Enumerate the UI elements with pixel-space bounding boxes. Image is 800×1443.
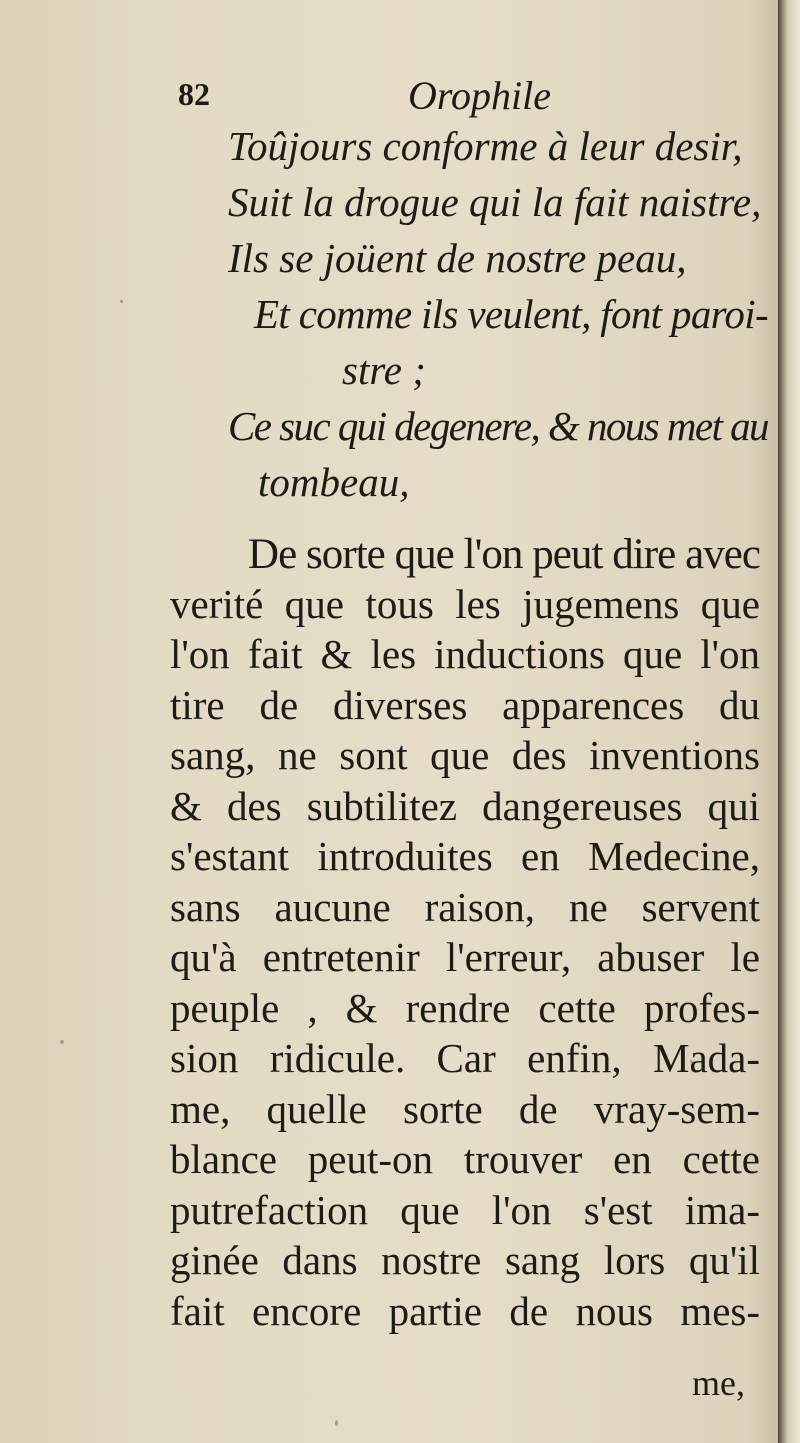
- prose-line: peuple , & rendre cette profes-: [170, 985, 760, 1031]
- catchword: me,: [692, 1363, 745, 1403]
- verse-line: Toûjours conforme à leur desir,: [228, 123, 743, 169]
- prose-line: fait encore partie de nous mes-: [170, 1288, 760, 1334]
- prose-line: ginée dans nostre sang lors qu'il: [170, 1237, 760, 1283]
- verse-line: stre ;: [342, 347, 426, 393]
- verse-line: Suit la drogue qui la fait naistre,: [228, 179, 762, 225]
- prose-line: sion ridicule. Car enfin, Mada-: [170, 1035, 760, 1081]
- running-title: Orophile: [408, 73, 551, 118]
- prose-line: l'on fait & les inductions que l'on: [170, 631, 760, 677]
- prose-line: blance peut-on trouver en cette: [170, 1136, 760, 1182]
- prose-line: sans aucune raison, ne servent: [170, 884, 760, 930]
- prose-line: tire de diverses apparences du: [170, 682, 760, 728]
- prose-line: s'estant introduites en Medecine,: [170, 833, 760, 879]
- verse-line: tombeau,: [258, 459, 410, 505]
- prose-line: De sorte que l'on peut dire avec: [248, 531, 760, 578]
- verse-line: Ils se joüent de nostre peau,: [228, 235, 687, 281]
- prose-line: verité que tous les jugemens que: [170, 581, 760, 627]
- verse-line: Et comme ils veulent, font paroi-: [254, 291, 768, 337]
- prose-line: qu'à entretenir l'erreur, abuser le: [170, 934, 760, 980]
- verse-line: Ce suc qui degenere, & nous met au: [228, 403, 768, 449]
- prose-line: & des subtilitez dangereuses qui: [170, 783, 760, 829]
- prose-line: me, quelle sorte de vray-sem-: [170, 1086, 760, 1132]
- page-number: 82: [178, 76, 210, 112]
- book-spine: [778, 0, 800, 1443]
- prose-line: sang, ne sont que des inventions: [170, 732, 760, 778]
- prose-line: putrefaction que l'on s'est ima-: [170, 1187, 760, 1233]
- page-header: [0, 72, 778, 122]
